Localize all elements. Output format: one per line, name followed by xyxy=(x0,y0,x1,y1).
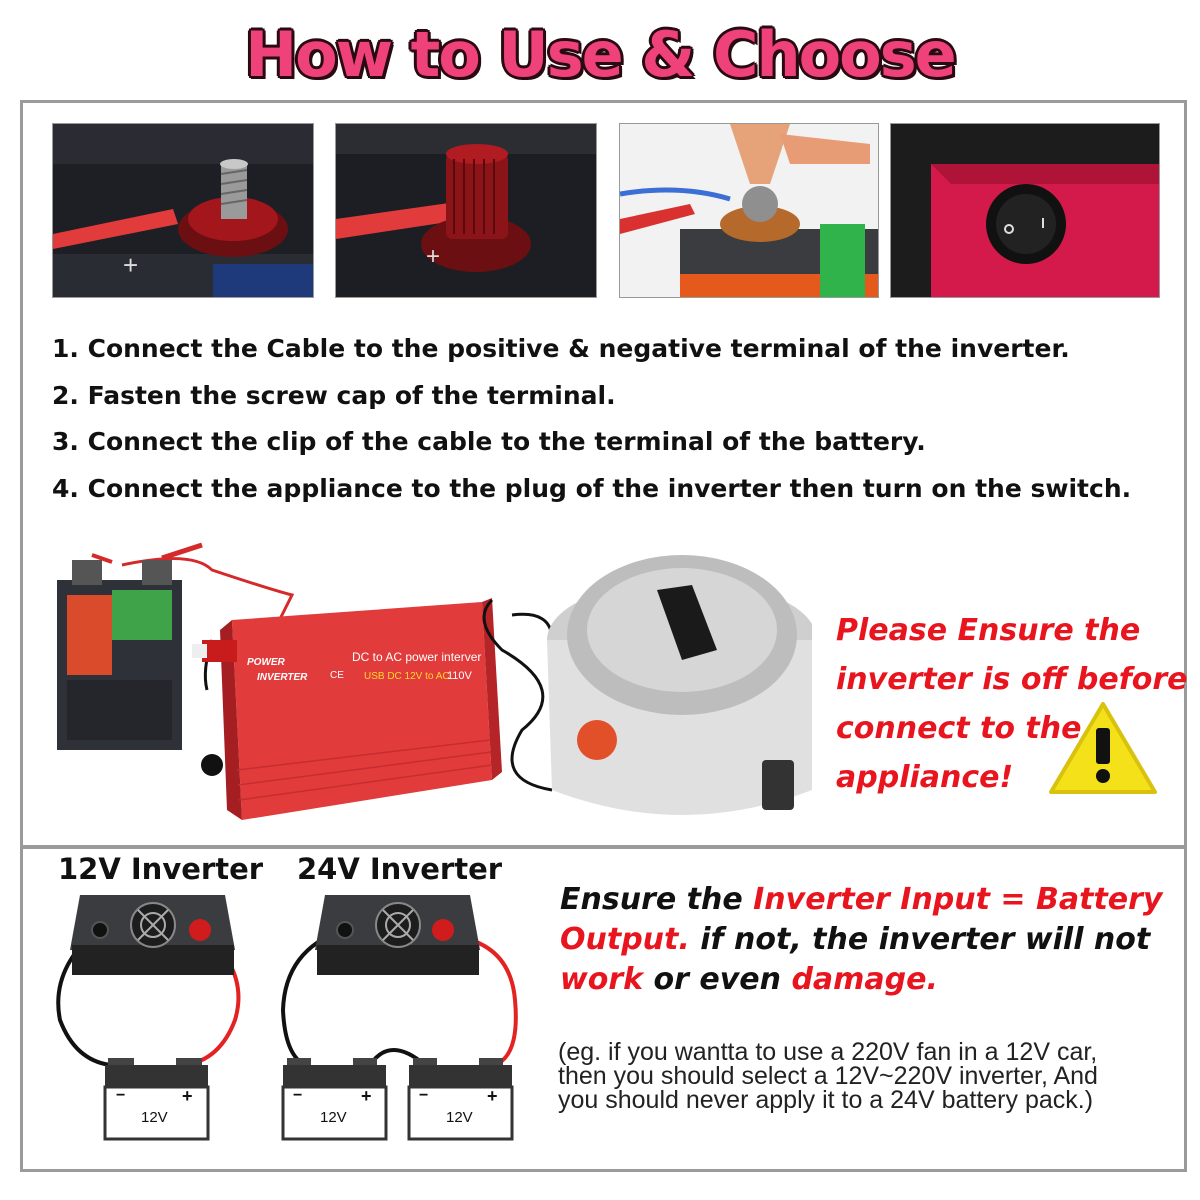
warning-line-2: inverter is off before xyxy=(836,662,1188,697)
battery-voltage-label: 12V xyxy=(446,1109,473,1126)
minus-sign: − xyxy=(293,1087,303,1104)
plus-sign: + xyxy=(361,1086,372,1106)
inverter-brand-line2: INVERTER xyxy=(257,672,308,683)
ensure-notice xyxy=(560,880,1163,1000)
inverter-voltage: 110V xyxy=(447,670,472,682)
inverter-brand-line1: POWER xyxy=(247,657,285,668)
battery-voltage-label: 12V xyxy=(141,1109,168,1126)
warning-triangle-icon xyxy=(1047,700,1159,796)
step-2: 2. Fasten the screw cap of the terminal. xyxy=(52,380,616,410)
ensure-text-3: or even xyxy=(643,962,792,997)
terminal-screw-cap-photo xyxy=(335,123,597,298)
inverter-device xyxy=(315,895,480,975)
warning-line-4: appliance! xyxy=(836,760,1014,795)
ensure-highlight-4: damage. xyxy=(791,962,938,997)
example-note xyxy=(558,1040,1098,1112)
car-battery xyxy=(57,560,182,750)
ce-mark: CE xyxy=(330,670,344,681)
label-24v-inverter: 24V Inverter xyxy=(297,852,503,886)
inverter-model-line: DC to AC power interver xyxy=(352,650,482,664)
inverter-usb-line: USB DC 12V to AC xyxy=(364,671,450,682)
example-line-1: (eg. if you wantta to use a 220V fan in a 12V car, xyxy=(558,1038,1098,1066)
minus-sign: − xyxy=(116,1087,126,1104)
example-line-2: then you should select a 12V~220V inverter, And xyxy=(558,1062,1098,1090)
rice-cooker-appliance xyxy=(547,555,812,815)
ensure-text-2: if not, the inverter will not xyxy=(689,922,1151,957)
step-4: 4. Connect the appliance to the plug of the inverter then turn on the switch. xyxy=(52,473,1132,503)
step-1: 1. Connect the Cable to the positive & negative terminal of the inverter. xyxy=(52,334,1070,363)
wiring-diagram-24v xyxy=(275,890,525,1145)
power-switch-photo xyxy=(890,123,1160,298)
plus-sign: + xyxy=(182,1086,193,1106)
battery-voltage-label: 12V xyxy=(320,1109,347,1126)
positive-terminal-bolt-photo xyxy=(52,123,314,298)
example-line-3: you should never apply it to a 24V battery pack.) xyxy=(558,1086,1094,1114)
warning-line-3: connect to the xyxy=(836,711,1082,746)
battery-icon xyxy=(105,1058,208,1139)
plus-sign: + xyxy=(426,243,441,270)
instruction-steps xyxy=(52,326,1131,512)
label-12v-inverter: 12V Inverter xyxy=(58,852,264,886)
ensure-text-1: Ensure the xyxy=(560,882,754,917)
plus-sign: + xyxy=(487,1086,498,1106)
power-inverter xyxy=(192,598,502,820)
ensure-highlight-2: Output. xyxy=(560,922,690,957)
battery-icon-right xyxy=(409,1058,512,1139)
ensure-highlight-3: work xyxy=(560,962,644,997)
setup-illustration xyxy=(52,540,812,840)
wiring-diagram-12v xyxy=(50,890,250,1145)
step-3: 3. Connect the clip of the cable to the terminal of the battery. xyxy=(52,427,926,456)
warning-line-1: Please Ensure the xyxy=(836,613,1141,648)
plus-sign: + xyxy=(123,250,139,280)
battery-clip-photo xyxy=(619,123,879,298)
inverter-device xyxy=(70,895,235,975)
minus-sign: − xyxy=(419,1087,429,1104)
battery-icon-left xyxy=(283,1058,386,1139)
ensure-highlight-1: Inverter Input = Battery xyxy=(753,882,1163,917)
page-title: How to Use & Choose xyxy=(245,18,955,91)
